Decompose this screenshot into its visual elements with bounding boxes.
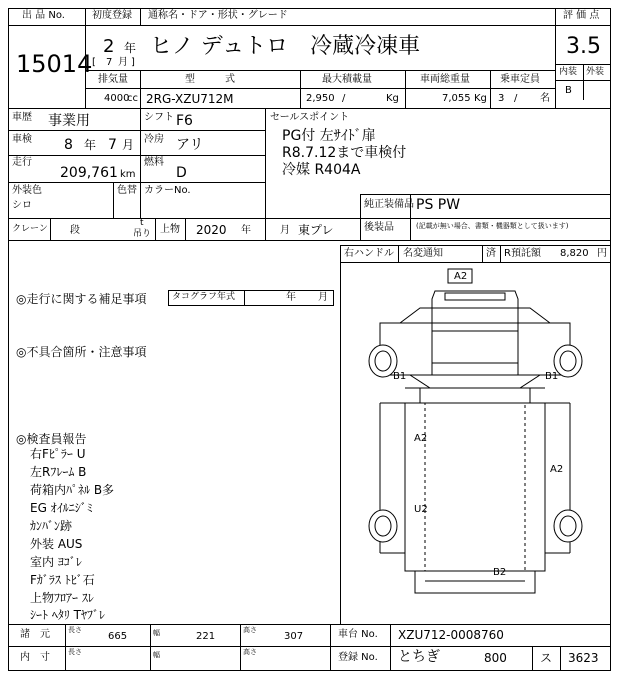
recycle-deposit-value: 8,820 [560,248,589,259]
sales-point-3: 冷媒 R404A [282,162,361,178]
name-change-label: 名変通知 [403,248,443,259]
interior-grade: B [565,85,572,96]
length-value: 665 [108,631,128,642]
crane-suspend-label: 吊り [133,229,152,239]
registration-region: とちぎ [398,649,440,665]
recycle-deposit-yen: 円 [597,248,607,259]
upper-body-label: 上物 [160,224,180,235]
crane-stage-label: 段 [70,225,80,236]
capacity-unit: 名 [540,93,550,104]
exterior-color-label: 外装色 [12,185,42,196]
chassis-number-label: 車台 No. [338,629,378,640]
tachograph-label: タコグラフ年式 [172,292,236,302]
mileage-unit: km [120,169,136,180]
registration-month-open: [ [92,57,96,68]
inspection-label: 車検 [12,134,32,145]
inner-length-label: 長さ [68,648,82,656]
inner-height-label: 高さ [243,648,257,656]
registration-month-close: ] [131,57,135,68]
inspector-item: Fｶﾞﾗｽ ﾄﾋﾞ石 [30,573,95,587]
inspector-item: 室内 ﾖｺﾞﾚ [30,555,82,569]
width-value: 221 [196,631,216,642]
registration-year-unit: 年 [124,41,137,55]
damage-mark-u2: U2 [414,504,428,515]
model-type-value: 2RG-XZU712M [146,92,234,106]
damage-mark-a2-right: A2 [550,464,564,475]
capacity-separator: / [514,93,518,104]
mileage-value: 209,761 [60,165,118,181]
history-value: 事業用 [48,113,90,129]
exterior-color-value: シロ [12,200,32,211]
lot-number-label: 出 品 No. [22,10,65,21]
dimensions-label: 諸 元 [20,629,50,640]
gross-weight-unit: Kg [474,93,487,104]
inner-width-label: 幅 [153,651,160,659]
overall-score: 3.5 [566,34,601,59]
model-description-label: 通称名・ドア・形状・グレード [148,10,288,21]
displacement-value: 4000 [104,93,130,104]
chassis-number: XZU712-0008760 [398,628,504,642]
lot-number: 15014 [16,50,93,78]
inspector-item: 右Fﾋﾟﾗｰ U [30,447,86,461]
capacity-label: 乗車定員 [500,74,540,85]
first-registration-label: 初度登録 [92,10,132,21]
width-label: 幅 [153,629,160,637]
tachograph-year-unit: 年 [286,292,296,303]
inspector-item: ｼｰﾄ ﾍﾀﾘ Tﾔﾌﾞﾚ [30,608,105,622]
registration-kana: ス [540,651,553,665]
height-label: 高さ [243,626,257,634]
upper-body-year-unit: 年 [241,225,251,236]
truck-damage-diagram [340,263,611,624]
model-type-label: 型 式 [185,74,235,85]
history-label: 車歴 [12,112,32,123]
aftermarket-label: 後装品 [364,222,394,233]
inspector-item: 上物ﾌﾛｱｰ ｽﾚ [30,591,94,605]
inspector-item: 外装 AUS [30,537,83,551]
ac-value: アリ [176,137,204,153]
inner-dimensions-label: 内 寸 [20,652,50,663]
crane-label: クレーン [12,224,48,234]
steering-side: 右ハンドル [344,248,394,259]
inspection-month-unit: 月 [122,138,135,152]
genuine-equipment-label: 純正装備品 [364,199,414,210]
tachograph-month-unit: 月 [318,292,328,303]
length-label: 長さ [68,626,82,634]
registration-year: 2 [103,36,115,57]
damage-mark-b1-left: B1 [393,371,407,382]
registration-month-unit: 月 [118,57,128,68]
displacement-label: 排気量 [98,74,128,85]
damage-mark-a2-top: A2 [454,271,468,282]
gross-weight-value: 7,055 [442,93,471,104]
max-load-unit: Kg [386,93,399,104]
inspector-item: 荷箱内ﾊﾟﾈﾙ B多 [30,483,115,497]
registration-class: 800 [484,651,507,665]
inspector-item: 左Rﾌﾚｰﾑ B [30,465,87,479]
recycle-status: 済 [486,248,496,259]
vehicle-name: ヒノ デュトロ 冷蔵冷凍車 [150,34,421,59]
registration-plate-number: 3623 [568,651,599,665]
shift-value: F6 [176,113,193,129]
max-load-separator: / [342,93,346,104]
inspection-month: 7 [108,137,117,153]
interior-grade-label: 内装 [559,67,578,77]
mileage-label: 走行 [12,157,32,168]
upper-body-year: 2020 [196,223,227,237]
genuine-equipment-value: PS PW [416,197,461,213]
fuel-value: D [176,165,187,181]
upper-body-month-unit: 月 [280,225,290,236]
aftermarket-note: (記載が無い場合、書類・機器類として扱います) [416,222,569,230]
color-change-label: 色替 [117,185,137,196]
displacement-unit: cc [127,93,138,104]
exterior-grade-label: 外装 [586,67,605,77]
damage-mark-a2-center: A2 [414,433,428,444]
sales-point-2: R8.7.12まで車検付 [282,145,407,161]
defect-notes-label: ◎不具合箇所・注意事項 [16,345,147,359]
shift-label: シフト [144,112,174,123]
fuel-label: 燃料 [144,157,164,168]
inspector-report-label: ◎検査員報告 [16,432,87,446]
running-notes-label: ◎走行に関する補足事項 [16,292,147,306]
sales-points-label: セールスポイント [270,112,350,123]
damage-mark-b1-right: B1 [545,371,559,382]
ac-label: 冷房 [144,134,164,145]
capacity-value: 3 [498,93,505,104]
color-number-label: カラーNo. [144,185,191,196]
inspector-item: EG ｵｲﾙﾆｼﾞﾐ [30,501,93,515]
max-load-value: 2,950 [306,93,335,104]
inspector-item: ｶﾝﾊﾞﾝ跡 [30,519,73,533]
inspection-year-unit: 年 [84,138,97,152]
damage-mark-b2: B2 [493,567,507,578]
sales-point-1: PG付 左ｻｲﾄﾞ扉 [282,128,376,144]
recycle-deposit-label: R預託額 [504,248,541,259]
height-value: 307 [284,631,304,642]
gross-weight-label: 車両総重量 [420,74,470,85]
grade-label: 評 価 点 [563,10,600,21]
inspection-year: 8 [64,137,73,153]
max-load-label: 最大積載量 [322,74,372,85]
upper-body-maker: 東プレ [298,223,334,237]
crane-ton-label: t [140,218,144,228]
registration-number-label: 登録 No. [338,652,378,663]
registration-month: 7 [106,57,113,68]
